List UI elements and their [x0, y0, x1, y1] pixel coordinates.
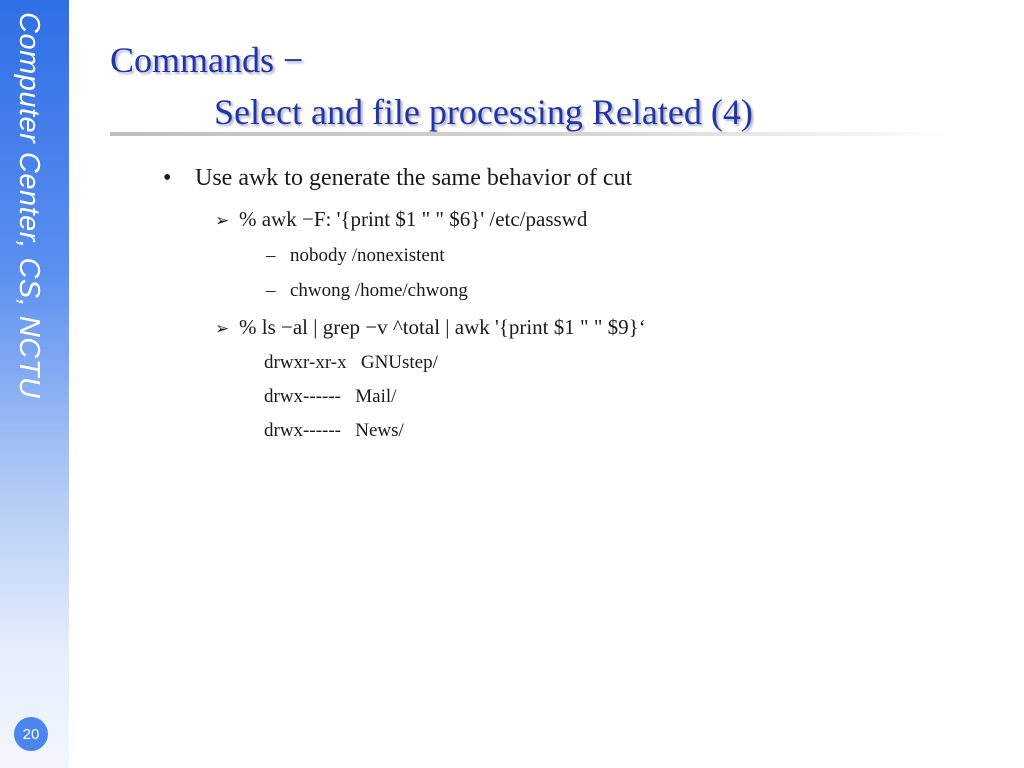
sidebar — [0, 0, 69, 768]
output-item — [266, 245, 445, 267]
dash-bullet-icon: – — [266, 280, 276, 301]
command-text-1: % awk −F: '{print $1 " " $6}' /etc/passwd — [239, 207, 588, 231]
listing-line: drwx------ News/ — [264, 420, 404, 441]
output-item — [266, 280, 468, 302]
command-text-2: % ls −al | grep −v ^total | awk '{print $1 " " $9}‘ — [239, 315, 646, 339]
arrow-bullet-icon: ➢ — [215, 211, 230, 231]
dash-bullet-icon: – — [266, 245, 276, 266]
bullet-dot-icon: • — [163, 165, 172, 191]
listing-line: drwx------ Mail/ — [264, 386, 397, 407]
command-item-2 — [215, 315, 646, 340]
page-number-badge: 20 — [14, 717, 48, 751]
sidebar-caption: Computer Center, CS, NCTU — [13, 12, 45, 399]
bullet-item — [163, 165, 632, 192]
title-line-2: Select and file processing Related (4) — [214, 92, 753, 132]
output-text: chwong /home/chwong — [290, 280, 468, 301]
output-text: nobody /nonexistent — [290, 245, 445, 266]
bullet-text: Use awk to generate the same behavior of cut — [195, 165, 633, 191]
slide-title — [110, 34, 753, 138]
listing-line: drwxr-xr-x GNUstep/ — [264, 352, 438, 373]
arrow-bullet-icon: ➢ — [215, 319, 230, 339]
title-line-1: Commands − — [110, 40, 304, 80]
title-divider — [110, 132, 960, 136]
command-item-1 — [215, 207, 587, 232]
